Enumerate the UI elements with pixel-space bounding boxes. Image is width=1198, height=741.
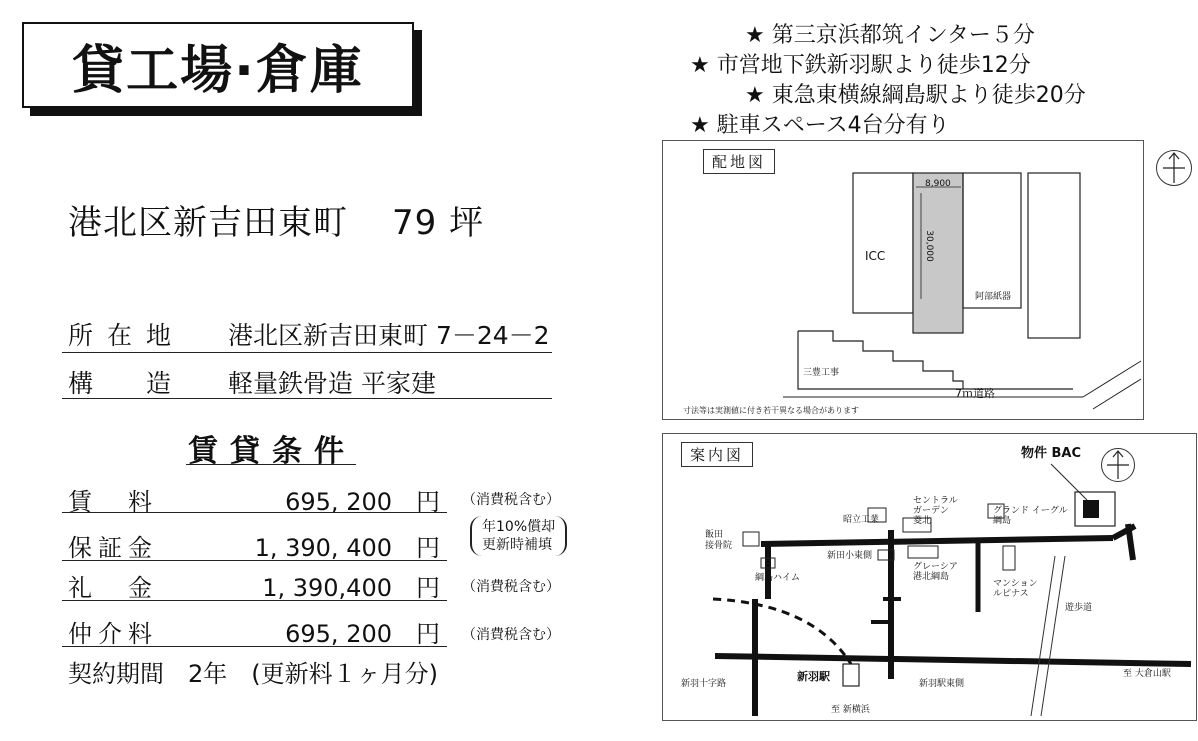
divider [62, 398, 552, 399]
feature-item: ★ 市営地下鉄新羽駅より徒歩12分 [690, 53, 1031, 78]
divider [62, 646, 447, 647]
neighbor-icc: ICC [865, 249, 886, 263]
place-central: セントラル ガーデン 菱北 [913, 496, 958, 526]
feature-text: 東急東横線綱島駅より徒歩20分 [771, 83, 1086, 108]
detail-value: 港北区新吉田東町 7－24－2 [228, 321, 550, 350]
place-grand-eagle: グランド イーグル 綱島 [993, 506, 1068, 526]
place-iida: 飯田 接骨院 [705, 530, 733, 551]
north-arrow-icon [1156, 150, 1192, 186]
condition-key-money [68, 568, 440, 602]
place-nippa-east: 新羽駅東側 [919, 679, 965, 689]
condition-label: 保証金 [68, 534, 158, 562]
place-lupinus: マンション ルピナス [993, 579, 1038, 599]
divider [62, 560, 447, 561]
condition-label: 賃 料 [68, 488, 158, 516]
guide-map-panel [662, 433, 1197, 721]
detail-value: 軽量鉄骨造 平家建 [228, 369, 436, 398]
neighbor-abe: 阿部紙器 [975, 292, 1012, 302]
dim-width: 8,900 [925, 179, 951, 189]
feature-item: ★ 第三京浜都筑インター５分 [745, 23, 1035, 48]
divider [62, 512, 447, 513]
condition-fee [68, 614, 440, 648]
divider [186, 464, 356, 465]
north-arrow-icon [1101, 448, 1135, 482]
detail-address [68, 316, 550, 352]
feature-item: ★ 駐車スペース4台分有り [690, 113, 950, 138]
guide-map-label: 案内図 [681, 442, 753, 467]
area-location: 港北区新吉田東町 [68, 203, 348, 243]
condition-note: 年10%償却 更新時補填 [470, 516, 567, 556]
site-plan-label: 配地図 [703, 149, 775, 174]
feature-item: ★ 東急東横線綱島駅より徒歩20分 [745, 83, 1086, 108]
property-label: 物件 BAC [1021, 446, 1082, 461]
place-promenade: 遊歩道 [1065, 603, 1093, 613]
feature-text: 駐車スペース4台分有り [716, 113, 950, 138]
condition-note: （消費税含む） [462, 492, 560, 508]
condition-value: 1, 390, 400 円 [254, 534, 440, 562]
condition-value: 1, 390,400 円 [262, 574, 440, 602]
place-nippa-crossing: 新羽十字路 [681, 679, 727, 689]
condition-rent [68, 482, 440, 516]
place-to-shinyokohama: 至 新横浜 [831, 705, 870, 715]
detail-label: 構 造 [68, 369, 186, 398]
area-line [68, 195, 484, 244]
place-tsunashima-heim: 綱島ハイム [755, 573, 801, 583]
place-gracia: グレーシア 港北綱島 [913, 562, 958, 582]
place-to-okurayama: 至 大倉山駅 [1123, 669, 1171, 679]
condition-note: （消費税含む） [462, 627, 560, 643]
site-plan-panel [662, 140, 1144, 420]
feature-text: 第三京浜都筑インター５分 [771, 23, 1035, 48]
road-label: 7ｍ道路 [955, 387, 995, 400]
condition-label: 礼 金 [68, 574, 158, 602]
condition-value: 695, 200 円 [285, 620, 440, 648]
feature-text: 市営地下鉄新羽駅より徒歩12分 [716, 53, 1031, 78]
detail-structure [68, 364, 436, 400]
conditions-title: 賃貸条件 [188, 434, 356, 469]
condition-deposit [68, 528, 440, 562]
site-footnote: 寸法等は実測値に付き若干異なる場合があります [683, 406, 859, 415]
place-shoritsu: 昭立工業 [843, 515, 880, 525]
page-title: 貸工場·倉庫 [72, 40, 364, 101]
condition-label: 仲介料 [68, 620, 158, 648]
site-plan-drawing [663, 141, 1143, 419]
detail-label: 所在地 [68, 321, 186, 350]
place-nippa-station: 新羽駅 [797, 670, 830, 683]
place-nitta: 新田小東側 [827, 551, 873, 561]
neighbor-mitoyo: 三豊工事 [803, 368, 840, 378]
contract-term: 契約期間 2年 (更新料１ヶ月分) [68, 660, 438, 688]
condition-value: 695, 200 円 [285, 488, 440, 516]
condition-note: （消費税含む） [462, 579, 560, 595]
divider [62, 352, 552, 353]
title-box [22, 22, 414, 108]
dim-depth: 30,000 [923, 230, 934, 262]
area-size: 79 坪 [392, 203, 485, 243]
divider [62, 600, 447, 601]
